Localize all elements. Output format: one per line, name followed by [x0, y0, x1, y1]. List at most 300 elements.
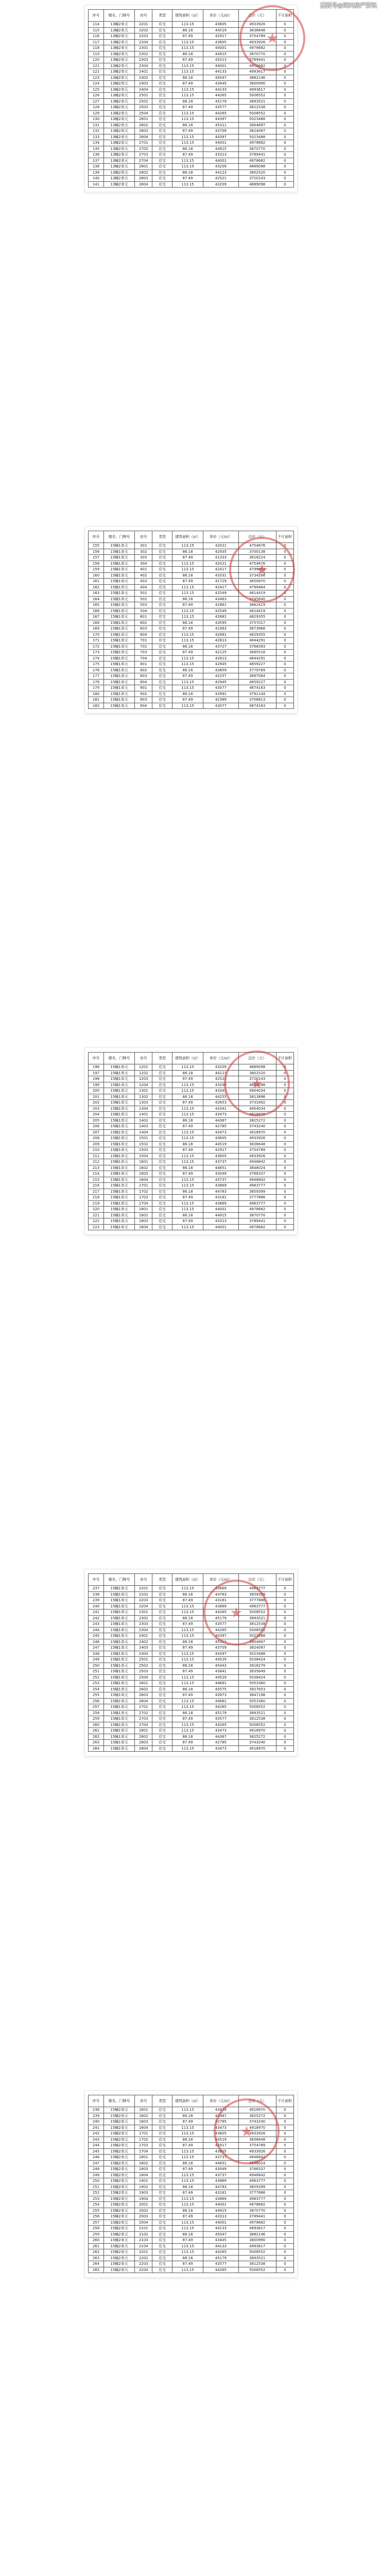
table-cell: 0: [276, 81, 293, 87]
table-cell: 86.18: [172, 170, 203, 176]
table-cell: 1902: [135, 2184, 152, 2190]
table-cell: 2801: [135, 1728, 152, 1734]
table-cell: 241: [89, 1609, 104, 1616]
table-cell: 0: [276, 1124, 293, 1130]
table-cell: 87.49: [172, 2261, 203, 2267]
table-cell: 1604: [135, 2125, 152, 2131]
table-cell: 86.18: [172, 51, 203, 57]
table-cell: 42653: [203, 1100, 239, 1106]
table-cell: 0: [276, 703, 293, 709]
table-cell: 4918970: [238, 1728, 276, 1734]
table-cell: 87.49: [172, 1100, 203, 1106]
table-cell: 2701: [135, 1704, 152, 1710]
table-cell: 3916279: [238, 1663, 276, 1669]
table-cell: 113.15: [172, 638, 203, 644]
table-cell: 住宅: [152, 2137, 172, 2143]
table-cell: 261: [89, 1728, 104, 1734]
table-cell: 41729: [203, 579, 239, 585]
column-header: 房号: [135, 1574, 152, 1586]
table-cell: 113.15: [172, 69, 203, 75]
table-cell: 86.18: [172, 75, 203, 81]
table-cell: 127: [89, 98, 104, 105]
table-cell: 2203: [135, 2261, 152, 2267]
table-cell: 住宅: [152, 2166, 172, 2173]
table-cell: 3743240: [238, 2119, 276, 2125]
table-cell: 0: [276, 98, 293, 105]
table-cell: 43181: [203, 1598, 239, 1604]
table-cell: 住宅: [152, 1639, 172, 1645]
table-cell: 住宅: [152, 1669, 172, 1675]
table-cell: 113.15: [172, 1586, 203, 1592]
table-cell: 住宅: [152, 181, 172, 188]
table-row: [89, 1681, 294, 1687]
table-cell: 15幢1单元: [104, 1609, 135, 1616]
table-cell: 43709: [203, 128, 239, 134]
table-cell: 43209: [203, 1064, 239, 1071]
table-cell: 113.15: [172, 2249, 203, 2256]
table-cell: 15幢1单元: [104, 1722, 135, 1728]
table-cell: 住宅: [152, 122, 172, 128]
table-cell: 86.18: [172, 1189, 203, 1195]
table-cell: 4874163: [238, 703, 276, 709]
table-cell: 209: [89, 1141, 104, 1147]
table-cell: 住宅: [152, 1651, 172, 1657]
table-cell: 3870770: [238, 2208, 276, 2214]
table-cell: 113.15: [172, 1745, 203, 1752]
table-row: [89, 1189, 294, 1195]
table-cell: 119: [89, 51, 104, 57]
table-cell: 1802: [135, 2160, 152, 2166]
table-cell: 1304: [135, 1106, 152, 1112]
table-cell: 249: [89, 2172, 104, 2178]
table-cell: 住宅: [152, 1627, 172, 1633]
table-cell: 3650870: [238, 579, 276, 585]
table-cell: 3800990: [238, 81, 276, 87]
table-cell: 113.15: [172, 2125, 203, 2131]
table-cell: 247: [89, 1645, 104, 1651]
table-cell: 44001: [203, 158, 239, 164]
table-cell: 43313: [203, 152, 239, 158]
table-cell: 2601: [135, 116, 152, 123]
table-cell: 15幢1单元: [104, 620, 135, 626]
table-cell: 126: [89, 93, 104, 99]
table-cell: 803: [135, 673, 152, 680]
table-cell: 173: [89, 650, 104, 656]
column-header: 类型: [152, 2095, 172, 2107]
table-cell: 45179: [203, 1615, 239, 1621]
table-row: [89, 2172, 294, 2178]
table-cell: 13幢2单元: [104, 33, 135, 40]
table-cell: 15幢1单元: [104, 1692, 135, 1699]
table-cell: 住宅: [152, 98, 172, 105]
table-cell: 3673968: [238, 626, 276, 632]
table-cell: 0: [276, 105, 293, 111]
table-cell: 住宅: [152, 1218, 172, 1225]
table-cell: 0: [276, 75, 293, 81]
table-cell: 3893521: [238, 1615, 276, 1621]
table-cell: 240: [89, 2119, 104, 2125]
table-cell: 162: [89, 584, 104, 590]
table-cell: 4874163: [238, 685, 276, 691]
table-row: [89, 614, 294, 620]
table-cell: 42917: [203, 33, 239, 40]
table-cell: 45575: [203, 1686, 239, 1692]
table-row: [89, 1106, 294, 1112]
table-row: [89, 1710, 294, 1716]
table-cell: 87.49: [172, 650, 203, 656]
table-cell: 43473: [203, 1129, 239, 1136]
table-cell: 13幢2单元: [104, 75, 135, 81]
table-cell: 住宅: [152, 1663, 172, 1669]
table-cell: 0: [276, 2131, 293, 2137]
table-cell: 44661: [203, 1698, 239, 1704]
table-cell: 136: [89, 152, 104, 158]
table-cell: 41993: [203, 626, 239, 632]
table-cell: 住宅: [152, 146, 172, 152]
table-row: [89, 596, 294, 602]
table-cell: 住宅: [152, 2267, 172, 2273]
table-cell: 住宅: [152, 2184, 172, 2190]
table-cell: 263: [89, 1740, 104, 1746]
table-cell: 住宅: [152, 1645, 172, 1651]
table-cell: 174: [89, 655, 104, 662]
table-cell: 15幢1单元: [104, 1124, 135, 1130]
table-cell: 113.15: [172, 1651, 203, 1657]
table-cell: 住宅: [152, 2243, 172, 2249]
table-cell: 2201: [135, 1586, 152, 1592]
table-cell: 45311: [203, 122, 239, 128]
table-cell: 15幢1单元: [104, 1106, 135, 1112]
table-cell: 0: [276, 2238, 293, 2244]
table-cell: 住宅: [152, 703, 172, 709]
table-cell: 住宅: [152, 2196, 172, 2202]
table-cell: 86.18: [172, 2184, 203, 2190]
table-cell: 0: [276, 608, 293, 614]
table-cell: 43737: [203, 1159, 239, 1165]
table-cell: 86.18: [172, 1094, 203, 1100]
table-cell: 0: [276, 2166, 293, 2173]
table-cell: 3743240: [238, 1124, 276, 1130]
table-cell: 住宅: [152, 2226, 172, 2232]
table-cell: 43991: [203, 691, 239, 697]
table-row: [89, 1112, 294, 1118]
table-cell: 124: [89, 81, 104, 87]
table-cell: 3800990: [238, 2238, 276, 2244]
table-cell: 3754789: [238, 2143, 276, 2149]
table-cell: 43209: [203, 164, 239, 170]
table-cell: 1601: [135, 1159, 152, 1165]
table-cell: 43709: [203, 1645, 239, 1651]
table-cell: 0: [276, 662, 293, 668]
table-cell: 206: [89, 1124, 104, 1130]
table-cell: 113.15: [172, 1106, 203, 1112]
table-cell: 133: [89, 134, 104, 140]
table-cell: 0: [276, 51, 293, 57]
table-cell: 0: [276, 116, 293, 123]
table-cell: 132: [89, 128, 104, 134]
table-cell: 1701: [135, 2131, 152, 2137]
table-cell: 42917: [203, 1147, 239, 1154]
table-cell: 43463: [203, 596, 239, 602]
table-cell: 住宅: [152, 596, 172, 602]
table-cell: 113.15: [172, 1207, 203, 1213]
column-header: 总价（元）: [238, 1574, 276, 1586]
table-cell: 86.18: [172, 620, 203, 626]
table-cell: 43313: [203, 57, 239, 63]
table-cell: 257: [89, 1704, 104, 1710]
table-cell: 3882146: [238, 75, 276, 81]
table-cell: 2202: [135, 2255, 152, 2261]
table-cell: 3870770: [238, 51, 276, 57]
table-cell: 住宅: [152, 1136, 172, 1142]
table-cell: 43869: [203, 1586, 239, 1592]
table-cell: 43473: [203, 1728, 239, 1734]
table-cell: 住宅: [152, 2148, 172, 2155]
table-cell: 303: [135, 555, 152, 561]
table-row: [89, 561, 294, 567]
table-cell: 0: [276, 620, 293, 626]
table-cell: 0: [276, 2219, 293, 2226]
table-cell: 113.15: [172, 632, 203, 638]
table-cell: 181: [89, 697, 104, 703]
table-cell: 0: [276, 1064, 293, 1071]
table-row: [89, 2148, 294, 2155]
table-cell: 2502: [135, 1663, 152, 1669]
table-cell: 3882146: [238, 2231, 276, 2238]
table-cell: 221: [89, 1212, 104, 1218]
table-cell: 113.15: [172, 2131, 203, 2137]
table-cell: 44387: [203, 1734, 239, 1740]
table-cell: 3708613: [238, 697, 276, 703]
table-row: [89, 140, 294, 146]
table-cell: 902: [135, 691, 152, 697]
table-cell: 87.49: [172, 2238, 203, 2244]
table-cell: 113.15: [172, 2196, 203, 2202]
table-cell: 2004: [135, 2219, 152, 2226]
table-cell: 42813: [203, 655, 239, 662]
table-row: [89, 128, 294, 134]
table-cell: 201: [89, 1094, 104, 1100]
table-cell: 43445: [203, 81, 239, 87]
table-cell: 15幢2单元: [104, 2178, 135, 2184]
table-row: [89, 2119, 294, 2125]
table-cell: 4948842: [238, 2172, 276, 2178]
table-cell: 15幢1单元: [104, 1200, 135, 1207]
table-cell: 15幢1单元: [104, 543, 135, 549]
table-cell: 13幢2单元: [104, 98, 135, 105]
table-cell: 4814419: [238, 608, 276, 614]
table-cell: 15幢1单元: [104, 1633, 135, 1639]
table-cell: 15幢2单元: [104, 2155, 135, 2161]
table-cell: 0: [276, 1591, 293, 1598]
table-cell: 45311: [203, 1639, 239, 1645]
table-cell: 0: [276, 655, 293, 662]
table-cell: 4963777: [238, 2196, 276, 2202]
table-cell: 15幢1单元: [104, 1598, 135, 1604]
table-row: [89, 584, 294, 590]
table-cell: 44123: [203, 170, 239, 176]
table-cell: 125: [89, 87, 104, 93]
table-cell: 15幢1单元: [104, 1177, 135, 1183]
table-cell: 86.18: [172, 2160, 203, 2166]
table-cell: 0: [276, 2261, 293, 2267]
table-cell: 3754789: [238, 33, 276, 40]
table-cell: 2201: [135, 2249, 152, 2256]
table-cell: 住宅: [152, 1195, 172, 1201]
table-cell: 住宅: [152, 110, 172, 116]
table-cell: 0: [276, 1212, 293, 1218]
table-cell: 2101: [135, 2226, 152, 2232]
table-row: [89, 22, 294, 28]
table-cell: 217: [89, 1189, 104, 1195]
table-cell: 4963777: [238, 1603, 276, 1609]
table-cell: 113.15: [172, 22, 203, 28]
table-cell: 260: [89, 1722, 104, 1728]
table-cell: 0: [276, 1112, 293, 1118]
table-cell: 220: [89, 1207, 104, 1213]
table-cell: 3720143: [238, 176, 276, 182]
table-cell: 4948842: [238, 1159, 276, 1165]
table-cell: 3777886: [238, 1598, 276, 1604]
table-cell: 404: [135, 584, 152, 590]
table-cell: 住宅: [152, 1615, 172, 1621]
table-cell: 0: [276, 134, 293, 140]
table-cell: 2301: [135, 45, 152, 52]
table-cell: 15幢1单元: [104, 579, 135, 585]
table-cell: 115: [89, 27, 104, 33]
table-cell: 246: [89, 1639, 104, 1645]
table-cell: 13幢2单元: [104, 22, 135, 28]
table-cell: 160: [89, 572, 104, 579]
table-cell: 113.15: [172, 93, 203, 99]
table-cell: 2802: [135, 1734, 152, 1740]
table-cell: 44265: [203, 1609, 239, 1616]
table-cell: 42417: [203, 567, 239, 573]
table-cell: 0: [276, 158, 293, 164]
table-cell: 0: [276, 1615, 293, 1621]
table-cell: 0: [276, 122, 293, 128]
table-cell: 44265: [203, 2267, 239, 2273]
table-cell: 113.15: [172, 110, 203, 116]
table-cell: 3766337: [238, 1171, 276, 1177]
table-cell: 87.49: [172, 626, 203, 632]
table-cell: 701: [135, 638, 152, 644]
table-row: [89, 1153, 294, 1159]
table-cell: 住宅: [152, 33, 172, 40]
table-cell: 住宅: [152, 1704, 172, 1710]
table-cell: 13幢2单元: [104, 51, 135, 57]
table-cell: 4889098: [238, 164, 276, 170]
table-cell: 1401: [135, 1112, 152, 1118]
table-cell: 199: [89, 1082, 104, 1088]
table-cell: 172: [89, 643, 104, 650]
table-cell: 住宅: [152, 1200, 172, 1207]
table-cell: 203: [89, 1106, 104, 1112]
table-cell: 113.15: [172, 1657, 203, 1663]
table-cell: 128: [89, 105, 104, 111]
table-cell: 120: [89, 57, 104, 63]
table-cell: 113.15: [172, 181, 203, 188]
table-cell: 5038424: [238, 1657, 276, 1663]
table-cell: 301: [135, 543, 152, 549]
table-cell: 257: [89, 2219, 104, 2226]
table-cell: 住宅: [152, 105, 172, 111]
table-cell: 87.49: [172, 2214, 203, 2220]
table-cell: 4978682: [238, 140, 276, 146]
table-cell: 2803: [135, 176, 152, 182]
table-cell: 15幢1单元: [104, 1088, 135, 1094]
column-header: 楼名、门牌号: [104, 1053, 135, 1064]
table-cell: 45179: [203, 98, 239, 105]
table-cell: 2702: [135, 146, 152, 152]
table-cell: 87.49: [172, 81, 203, 87]
table-cell: 3859399: [238, 2184, 276, 2190]
table-cell: 3662419: [238, 602, 276, 608]
table-cell: 254: [89, 2202, 104, 2208]
table-cell: 45179: [203, 2255, 239, 2261]
table-cell: 44001: [203, 63, 239, 69]
column-header: 楼名、门牌号: [104, 10, 135, 22]
table-cell: 43181: [203, 2190, 239, 2196]
table-cell: 0: [276, 2148, 293, 2155]
table-cell: 42681: [203, 614, 239, 620]
table-cell: 86.18: [172, 572, 203, 579]
table-cell: 住宅: [152, 579, 172, 585]
table-cell: 13幢2单元: [104, 110, 135, 116]
table-cell: 1601: [135, 2107, 152, 2113]
table-cell: 15幢2单元: [104, 2243, 135, 2249]
table-row: [89, 1212, 294, 1218]
table-cell: 86.18: [172, 122, 203, 128]
table-row: [89, 164, 294, 170]
table-cell: 2501: [135, 93, 152, 99]
table-cell: 0: [276, 63, 293, 69]
table-cell: 5008552: [238, 110, 276, 116]
table-cell: 87.49: [172, 1692, 203, 1699]
table-cell: 155: [89, 543, 104, 549]
table-cell: 1704: [135, 1200, 152, 1207]
column-header: 房号: [135, 10, 152, 22]
table-row: [89, 1159, 294, 1165]
table-cell: 4904034: [238, 1106, 276, 1112]
table-cell: 258: [89, 1710, 104, 1716]
table-cell: 0: [276, 93, 293, 99]
table-cell: 113.15: [172, 1088, 203, 1094]
table-cell: 0: [276, 602, 293, 608]
table-cell: 166: [89, 608, 104, 614]
column-header: 建筑面积（㎡）: [172, 531, 203, 543]
table-cell: 2602: [135, 122, 152, 128]
table-cell: 0: [276, 1734, 293, 1740]
table-cell: 130: [89, 116, 104, 123]
table-cell: 87.49: [172, 1195, 203, 1201]
table-cell: 0: [276, 2202, 293, 2208]
table-cell: 15幢1单元: [104, 549, 135, 555]
table-cell: 4978682: [238, 1224, 276, 1230]
table-cell: 3734266: [238, 572, 276, 579]
table-cell: 44001: [203, 2202, 239, 2208]
table-cell: 住宅: [152, 2238, 172, 2244]
table-cell: 0: [276, 1183, 293, 1189]
table-cell: 住宅: [152, 662, 172, 668]
table-cell: 2201: [135, 22, 152, 28]
table-row: [89, 650, 294, 656]
table-cell: 200: [89, 1088, 104, 1094]
table-cell: 3743240: [238, 1740, 276, 1746]
table-cell: 住宅: [152, 555, 172, 561]
table-cell: 3836648: [238, 27, 276, 33]
table-cell: 2203: [135, 1598, 152, 1604]
